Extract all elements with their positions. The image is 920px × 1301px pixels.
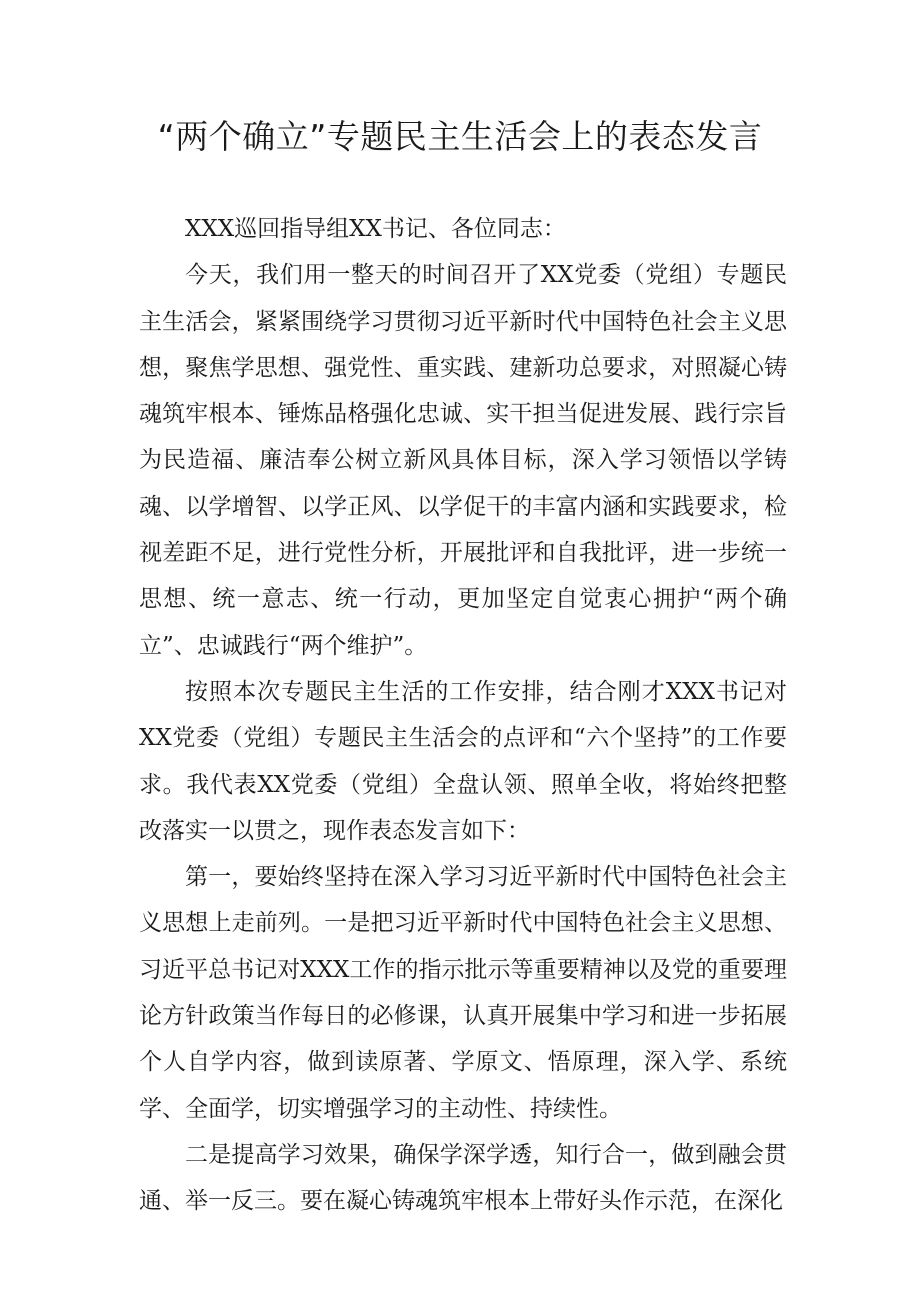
body-paragraph-4: 二是提高学习效果，确保学深学透，知行合一，做到融会贯通、举一反三。要在凝心铸魂筑牢根本上带好头作示范，在深化 <box>139 1141 787 1215</box>
document-body <box>139 206 787 1225</box>
body-paragraph-3: 第一，要始终坚持在深入学习习近平新时代中国特色社会主义思想上走前列。一是把习近平新时代中国特色社会主义思想、习近平总书记对XXX工作的指示批示等重要精神以及党的重要理论方针政策当作每日的必修课，认真开展集中学习和进一步拓展个人自学内容，做到读原著、学原文、悟原理，深入学、系统学、全面学，切实增强学习的主动性、持续性。 <box>139 864 787 1122</box>
body-paragraph-2: 按照本次专题民主生活的工作安排，结合刚才XXX书记对XX党委（党组）专题民主生活会的点评和“六个坚持”的工作要求。我代表XX党委（党组）全盘认领、照单全收，将始终把整改落实一以贯之，现作表态发言如下： <box>139 678 787 844</box>
body-paragraph-1: 今天，我们用一整天的时间召开了XX党委（党组）专题民主生活会，紧紧围绕学习贯彻习近平新时代中国特色社会主义思想，聚焦学思想、强党性、重实践、建新功总要求，对照凝心铸魂筑牢根本、锤炼品格强化忠诚、实干担当促进发展、践行宗旨为民造福、廉洁奉公树立新风具体目标，深入学习领悟以学铸魂、以学增智、以学正风、以学促干的丰富内涵和实践要求，检视差距不足，进行党性分析，开展批评和自我批评，进一步统一思想、统一意志、统一行动，更加坚定自觉衷心拥护“两个确立”、忠诚践行“两个维护”。 <box>139 262 787 659</box>
salutation-paragraph: XXX巡回指导组XX书记、各位同志： <box>185 216 566 242</box>
document-title: “两个确立”专题民主生活会上的表态发言 <box>157 117 763 156</box>
